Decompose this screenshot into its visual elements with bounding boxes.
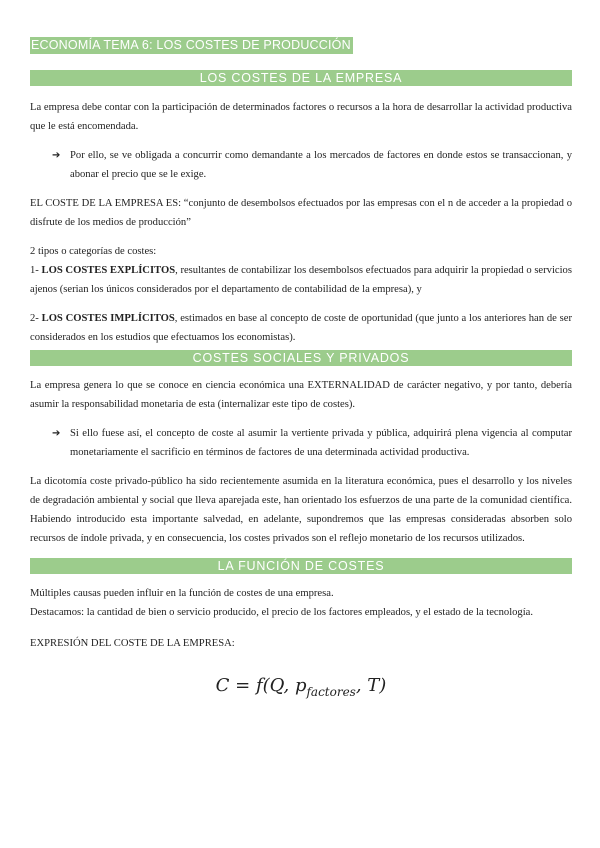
paragraph-type-implicit	[30, 309, 572, 347]
term-explicit-costs: LOS COSTES EXPLÍCITOS	[41, 265, 176, 276]
bullet-text: Por ello, se ve obligada a concurrir como demandante a los mercados de factores en donde estos se transaccionan, y abonar el precio que se le exige.	[70, 150, 572, 180]
section-heading-costes-sociales: COSTES SOCIALES Y PRIVADOS	[30, 350, 572, 366]
cost-function-formula	[30, 671, 572, 701]
bullet-item	[30, 146, 572, 184]
paragraph-type-explicit	[30, 261, 572, 299]
paragraph-intro: La empresa debe contar con la participación de determinados factores o recursos a la hora de desarrollar la actividad productiva que le está encomendada.	[30, 102, 572, 132]
paragraph-definition: EL COSTE DE LA EMPRESA ES: “conjunto de desembolsos efectuados por las empresas con el n de acceder a la propiedad o disfrute de los medios de producción”	[30, 198, 572, 228]
bullet-text: Si ello fuese así, el concepto de coste al asumir la vertiente privada y pública, adquirirá plena vigencia al computar monetariamente el sacrificio en términos de factores de una determinada actividad productiva.	[70, 428, 572, 458]
formula-subscript: factores	[306, 685, 356, 699]
paragraph-externality: La empresa genera lo que se conoce en ciencia económica una EXTERNALIDAD de carácter negativo, y por tanto, debería asumir la responsabilidad monetaria de esta (internalizar este tipo de costes).	[30, 380, 572, 410]
paragraph-destacamos: Destacamos: la cantidad de bien o servicio producido, el precio de los factores empleados, y el estado de la tecnología.	[30, 607, 534, 618]
document-page	[30, 36, 572, 701]
expression-label: EXPRESIÓN DEL COSTE DE LA EMPRESA:	[30, 638, 235, 649]
arrow-right-icon: ➔	[52, 428, 61, 439]
paragraph-dichotomy: La dicotomía coste privado-público ha sido recientemente asumida en la literatura económica, pues el desarrollo y los niveles de degradación ambiental y social que lleva aparejada este, han orientado los esfuerzos de una parte de la comunidad científica. Habiendo introducido esta importante salvedad, en adelante, supondremos que las empresas consideradas absorben solo recursos de índole privada, y en consecuencia, los costes privados son el reflejo monetario de los recursos utilizados.	[30, 476, 572, 544]
document-title: ECONOMÍA TEMA 6: LOS COSTES DE PRODUCCIÓN	[31, 38, 351, 52]
title-row	[30, 36, 572, 53]
term-implicit-costs: LOS COSTES IMPLÍCITOS	[41, 313, 175, 324]
type2-prefix: 2-	[30, 313, 42, 324]
type2-text: , estimados en base al concepto de coste de oportunidad (que junto a los anteriores han de ser considerados en los estudios que efectuamos los economistas).	[30, 313, 572, 343]
bullet-item	[30, 424, 572, 462]
section-heading-costes-empresa: LOS COSTES DE LA EMPRESA	[30, 70, 572, 86]
type1-prefix: 1-	[30, 265, 42, 276]
arrow-right-icon: ➔	[52, 150, 61, 161]
type1-text: , resultantes de contabilizar los desembolsos efectuados para adquirir la propiedad o servicios ajenos (serian los únicos considerados por el departamento de contabilidad de la empresa), y	[30, 265, 572, 295]
formula-main: C = f(Q, p	[215, 675, 307, 696]
section-heading-funcion-costes: LA FUNCIÓN DE COSTES	[30, 558, 572, 574]
formula-end: , T)	[355, 675, 387, 696]
paragraph-causes: Múltiples causas pueden influir en la función de costes de una empresa.	[30, 588, 334, 599]
paragraph-types-intro: 2 tipos o categorías de costes:	[30, 246, 157, 257]
